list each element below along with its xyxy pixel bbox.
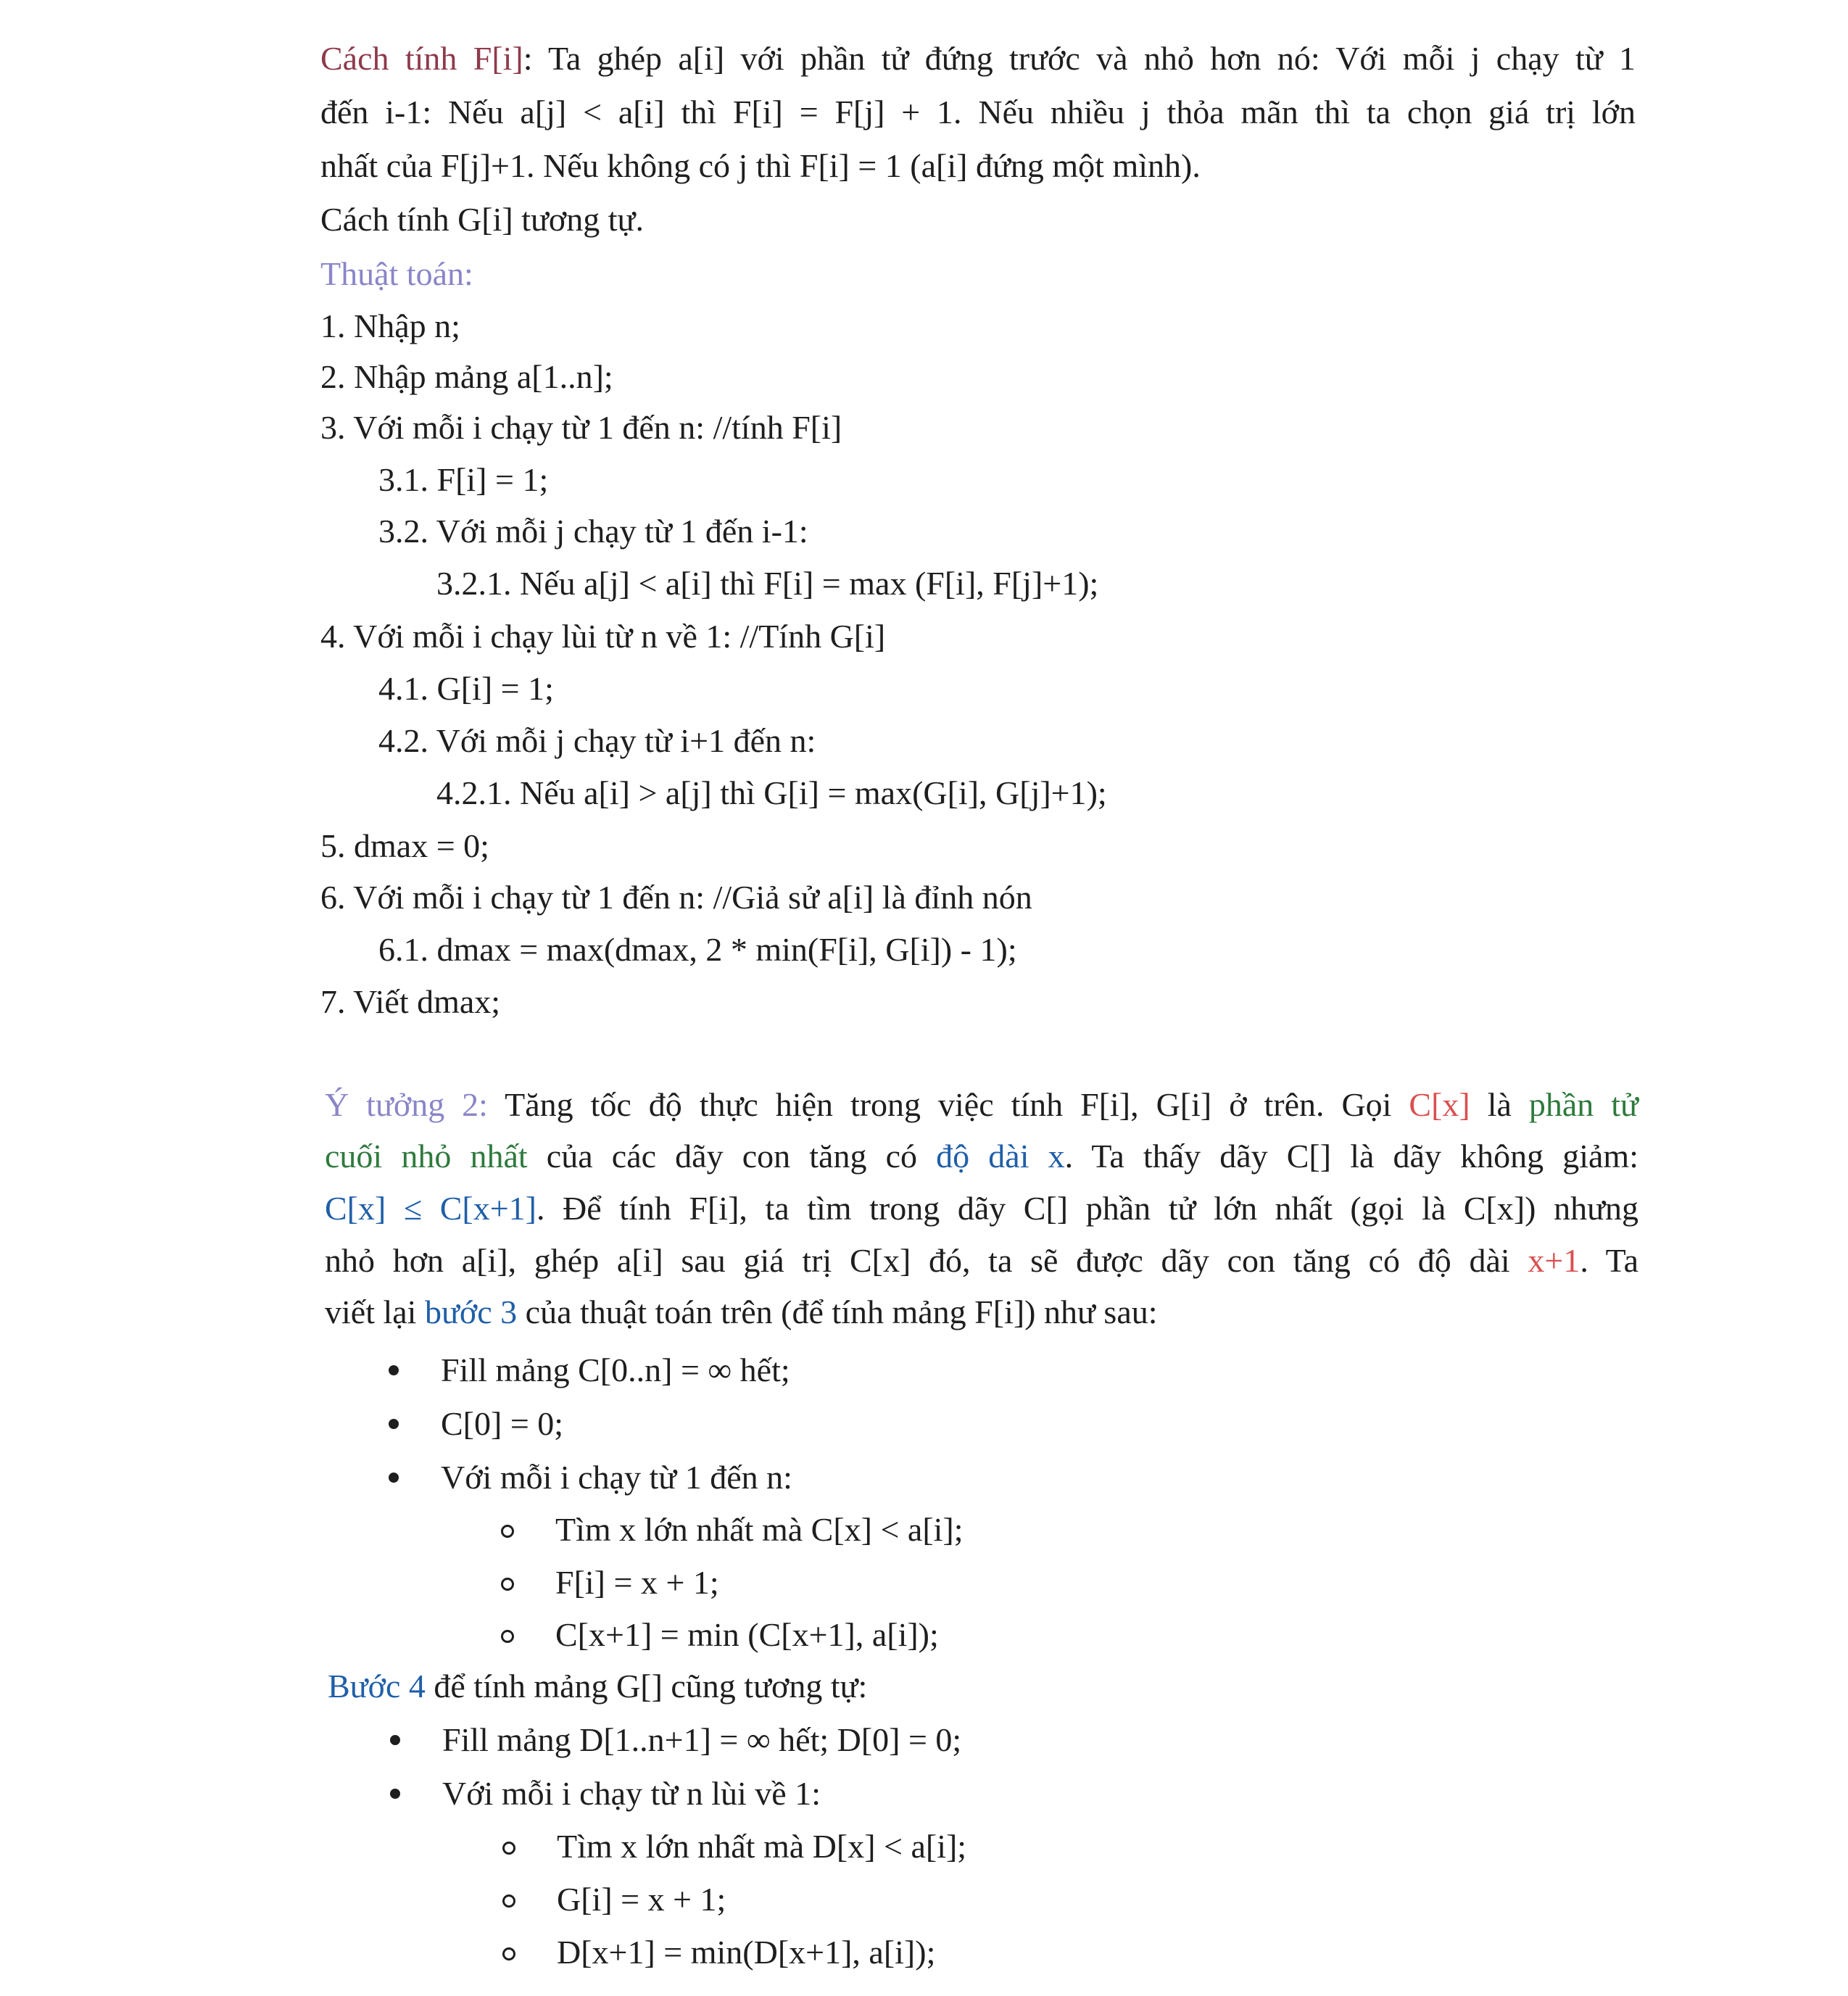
step4-bullet: Fill mảng D[1..n+1] = ∞ hết; D[0] = 0; (442, 1721, 962, 1758)
algo-step: 4. Với mỗi i chạy lùi từ n về 1: //Tính G[i] (320, 618, 886, 655)
idea2-text: của thuật toán trên (để tính mảng F[i]) như sau: (517, 1293, 1158, 1330)
idea2-text: . Ta (1580, 1242, 1638, 1279)
algo-subsubstep: 3.2.1. Nếu a[j] < a[i] thì F[i] = max (F[i], F[j]+1); (436, 565, 1099, 602)
algo-substep: 6.1. dmax = max(dmax, 2 * min(F[i], G[i]) - 1); (378, 931, 1017, 968)
bullet-dot-icon (390, 1735, 400, 1745)
stepC-bullet: Với mỗi i chạy từ 1 đến n: (441, 1459, 792, 1496)
algo-substep: 4.2. Với mỗi j chạy từ i+1 đến n: (378, 722, 816, 759)
step4-sub: Tìm x lớn nhất mà D[x] < a[i]; (557, 1828, 967, 1865)
algo-step: 6. Với mỗi i chạy từ 1 đến n: //Giả sử a[i] là đỉnh nón (320, 879, 1032, 916)
idea2-text: của các dãy con tăng có (527, 1138, 937, 1175)
bullet-dot-icon (390, 1789, 400, 1799)
algo-substep: 3.2. Với mỗi j chạy từ 1 đến i-1: (378, 513, 808, 550)
step4-sub: G[i] = x + 1; (557, 1881, 726, 1918)
step4-bullet: Với mỗi i chạy từ n lùi về 1: (442, 1775, 821, 1812)
idea2-line-2 (325, 1135, 1638, 1178)
algo-substep: 4.1. G[i] = 1; (378, 670, 554, 707)
step4-heading (328, 1665, 867, 1708)
idea2-text: viết lại (325, 1293, 425, 1330)
algo-step: 1. Nhập n; (320, 307, 460, 344)
idea2-line-1 (325, 1083, 1638, 1127)
idea2-line-3 (325, 1187, 1638, 1230)
algo-heading: Thuật toán: (320, 255, 473, 292)
algo-step: 2. Nhập mảng a[1..n]; (320, 358, 613, 395)
bullet-circle-icon (501, 1525, 514, 1538)
intro-line-1 (320, 37, 1636, 80)
bullet-circle-icon (502, 1894, 515, 1908)
idea2-highlight-phan-tu: phần tử (1528, 1086, 1638, 1123)
intro-label: Cách tính F[i] (320, 40, 523, 77)
bullet-dot-icon (389, 1365, 399, 1375)
bullet-dot-icon (389, 1473, 399, 1483)
bullet-circle-icon (502, 1842, 515, 1855)
intro-line-2: đến i-1: Nếu a[j] < a[i] thì F[i] = F[j] + 1. Nếu nhiều j thỏa mãn thì ta chọn giá trị lớn (320, 94, 1636, 131)
idea2-text: là (1470, 1086, 1529, 1123)
bullet-dot-icon (389, 1419, 399, 1429)
idea2-highlight-x1: x+1 (1528, 1242, 1580, 1279)
algo-substep: 3.1. F[i] = 1; (378, 461, 549, 498)
bullet-circle-icon (502, 1947, 515, 1960)
algo-subsubstep: 4.2.1. Nếu a[i] > a[j] thì G[i] = max(G[i], G[j]+1); (436, 774, 1107, 811)
stepC-bullet: C[0] = 0; (441, 1405, 564, 1442)
idea2-highlight-buoc3: bước 3 (424, 1293, 518, 1330)
idea2-highlight-cuoi: cuối nhỏ nhất (325, 1138, 528, 1175)
bullet-circle-icon (501, 1630, 514, 1643)
idea2-line-4 (325, 1239, 1638, 1283)
stepC-sub: F[i] = x + 1; (555, 1564, 719, 1601)
intro-line-3: nhất của F[j]+1. Nếu không có j thì F[i] = 1 (a[i] đứng một mình). (320, 147, 1201, 184)
idea2-highlight-cx: C[x] (1409, 1086, 1470, 1123)
algo-step: 7. Viết dmax; (320, 983, 501, 1020)
stepC-sub: C[x+1] = min (C[x+1], a[i]); (555, 1616, 939, 1653)
idea2-text: . Ta thấy dãy C[] là dãy không giảm: (1064, 1138, 1638, 1175)
step4-text: để tính mảng G[] cũng tương tự: (425, 1668, 868, 1705)
stepC-bullet: Fill mảng C[0..n] = ∞ hết; (441, 1351, 790, 1388)
idea2-text: nhỏ hơn a[i], ghép a[i] sau giá trị C[x] đó, ta sẽ được dãy con tăng có độ dài (325, 1242, 1528, 1279)
idea2-highlight-inequality: C[x] ≤ C[x+1] (325, 1190, 536, 1227)
intro-line-4: Cách tính G[i] tương tự. (320, 201, 644, 238)
intro-text: : Ta ghép a[i] với phần tử đứng trước và nhỏ hơn nó: Với mỗi j chạy từ 1 (523, 40, 1636, 77)
step4-label: Bước 4 (328, 1668, 426, 1705)
idea2-text: Tăng tốc độ thực hiện trong việc tính F[i], G[i] ở trên. Gọi (487, 1086, 1409, 1123)
step4-sub: D[x+1] = min(D[x+1], a[i]); (557, 1934, 936, 1971)
bullet-circle-icon (501, 1578, 514, 1591)
algo-step: 5. dmax = 0; (320, 827, 489, 864)
idea2-highlight-do-dai: độ dài x (936, 1138, 1065, 1175)
idea2-line-5 (325, 1291, 1158, 1334)
stepC-sub: Tìm x lớn nhất mà C[x] < a[i]; (555, 1511, 964, 1548)
algo-step: 3. Với mỗi i chạy từ 1 đến n: //tính F[i] (320, 409, 842, 446)
idea2-text: . Để tính F[i], ta tìm trong dãy C[] phần tử lớn nhất (gọi là C[x]) nhưng (536, 1190, 1639, 1227)
idea2-label: Ý tưởng 2: (325, 1086, 488, 1123)
